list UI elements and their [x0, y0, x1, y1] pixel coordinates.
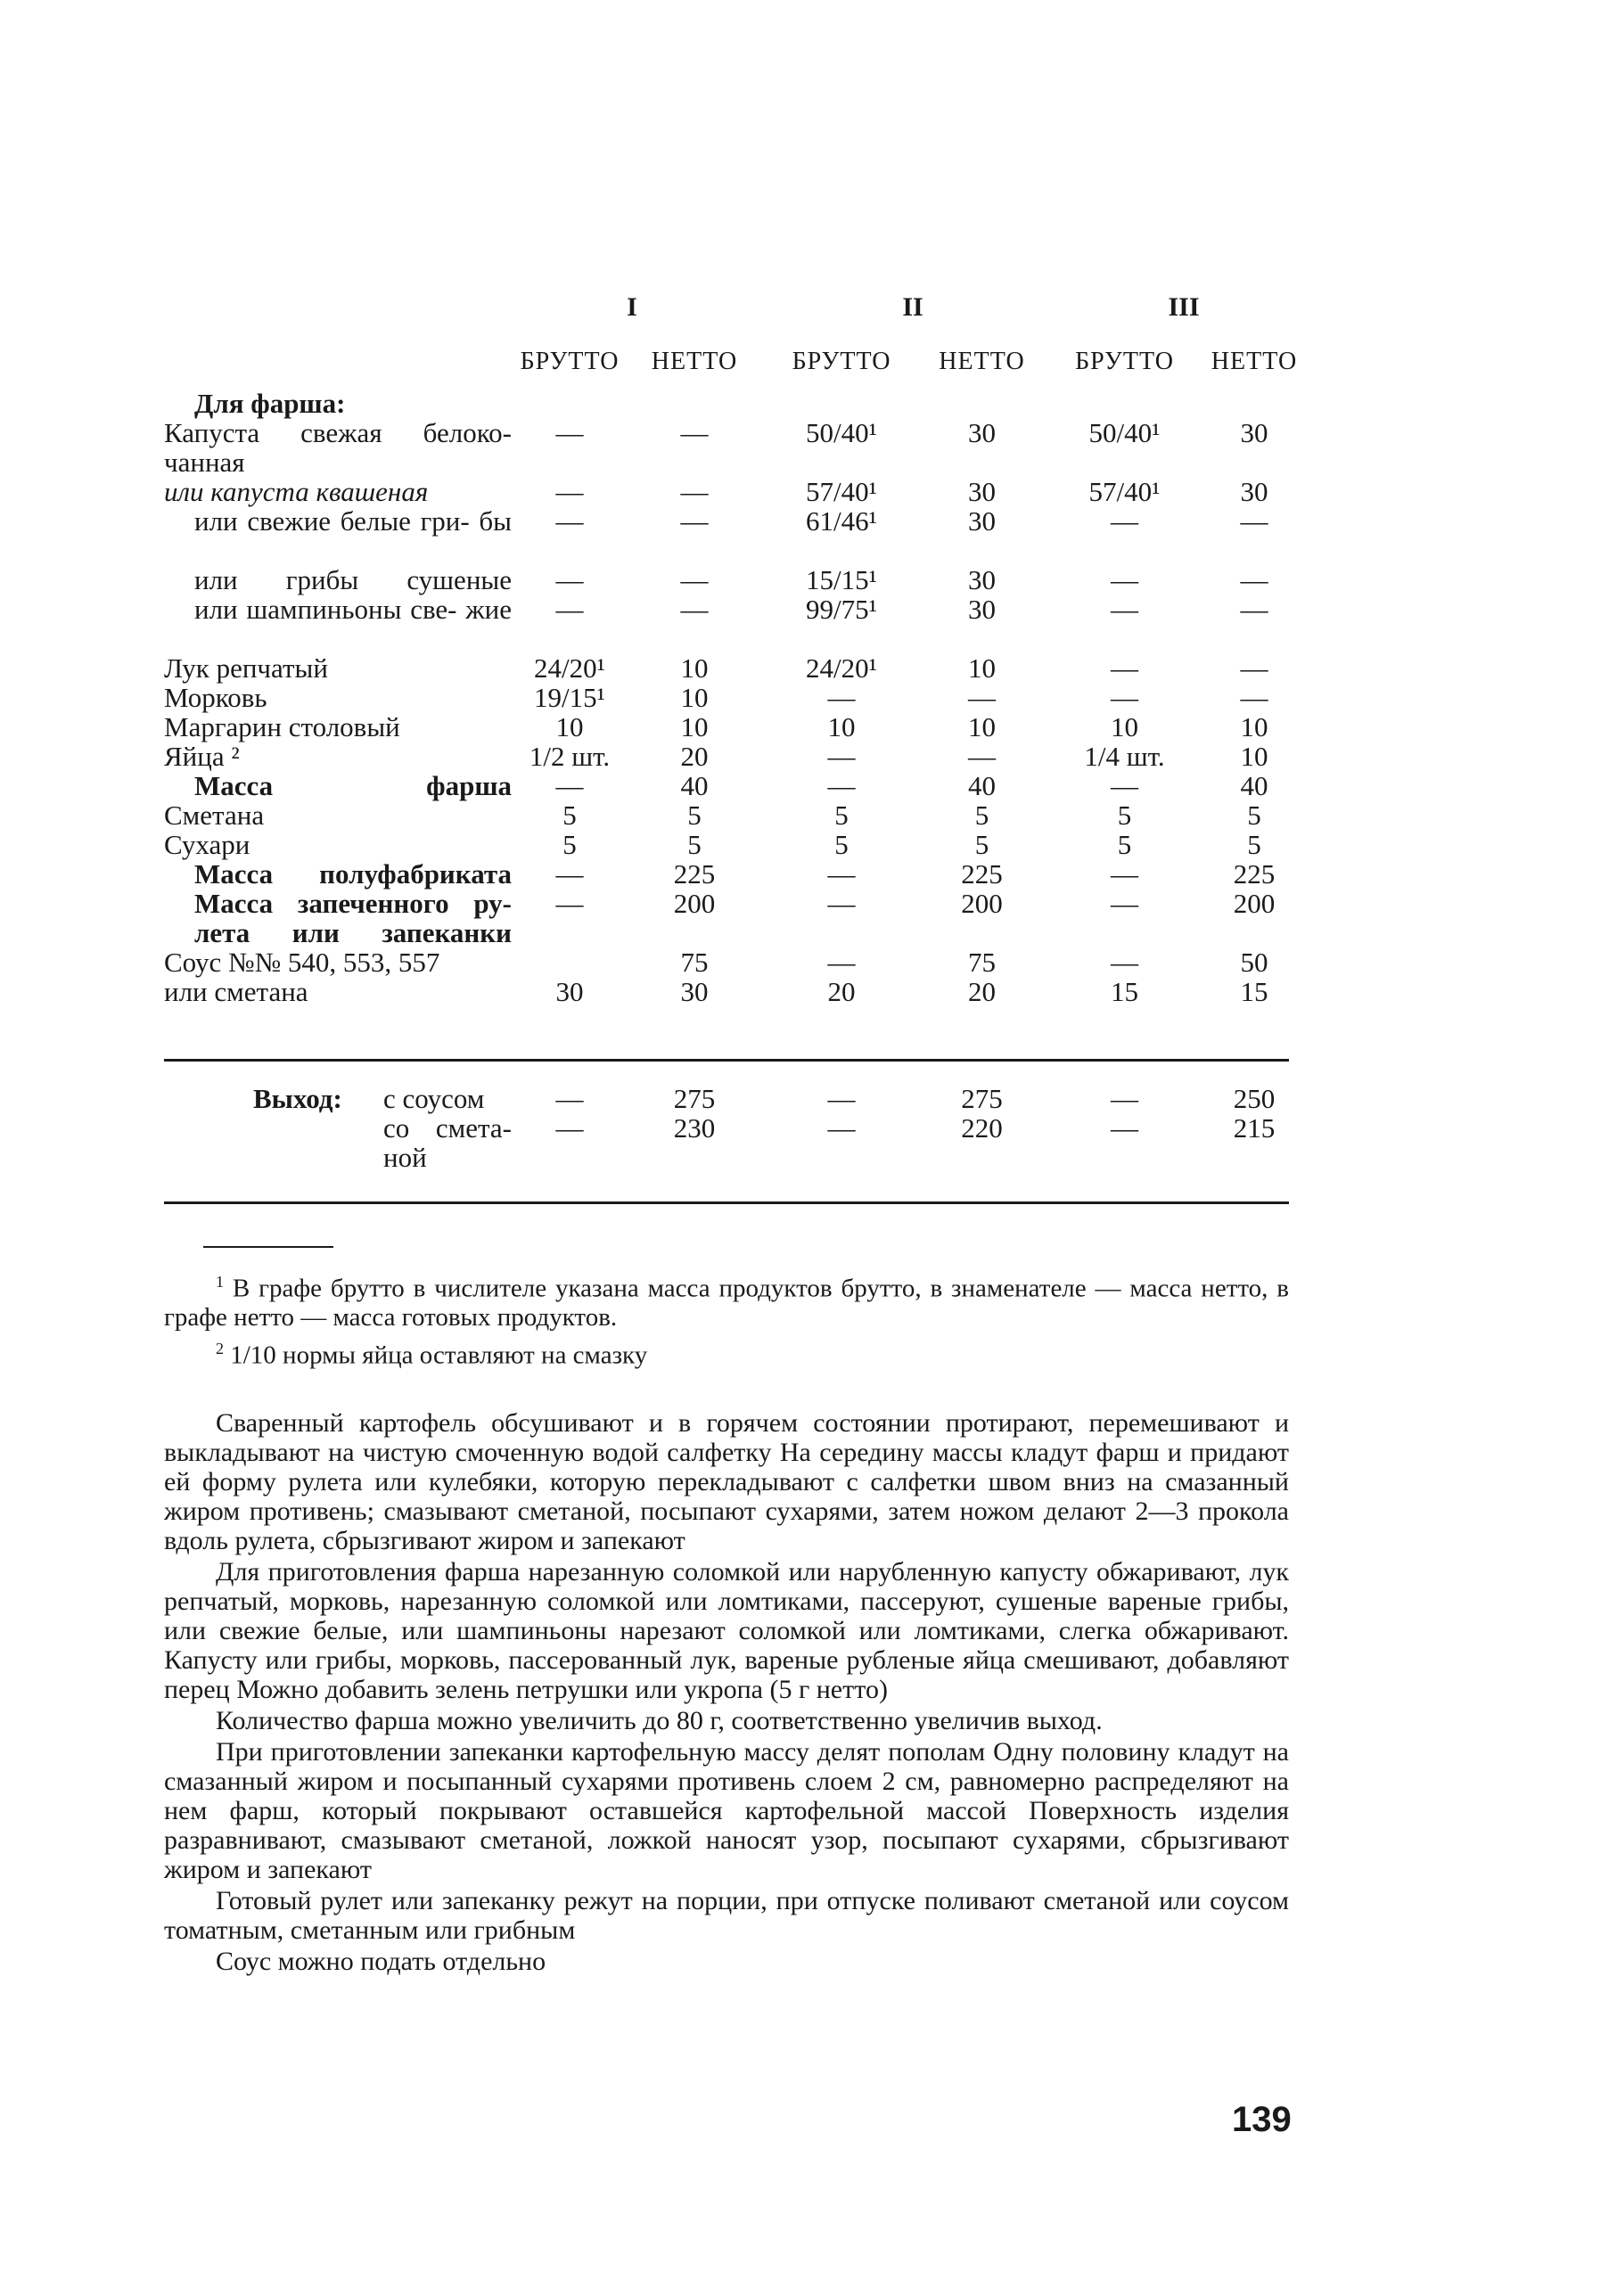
table-row	[164, 477, 1289, 506]
table-cell: —	[680, 505, 709, 537]
row-label: или грибы сушеные	[194, 564, 512, 595]
table-cell: 5	[1117, 800, 1132, 831]
table-cell: 30	[680, 976, 709, 1007]
table-cell: 5	[834, 829, 849, 860]
table-cell: 5	[562, 829, 577, 860]
row-label: Сметана	[164, 800, 265, 831]
footnote-text: 1/10 нормы яйца оставляют на смазку	[230, 1341, 648, 1370]
footnotes	[164, 1267, 1289, 1372]
table-cell: —	[1240, 505, 1268, 537]
table-body	[164, 389, 1289, 1006]
table-cell: 30	[555, 976, 584, 1007]
table-cell: —	[1111, 564, 1138, 595]
table-row	[164, 771, 1289, 800]
table-row	[164, 418, 1289, 477]
yield-block	[164, 1083, 1289, 1173]
table-cell: 57/40¹	[806, 476, 877, 507]
table-cell: 5	[562, 800, 577, 831]
row-label: или капуста квашеная	[164, 476, 429, 507]
table-cell: 10	[968, 652, 996, 684]
table-cell: 1/2 шт.	[529, 741, 611, 772]
table-cell: 5	[1117, 829, 1132, 860]
table-cell: 40	[968, 770, 996, 801]
footnote-separator	[203, 1246, 333, 1248]
table-cell: 50/40¹	[1088, 417, 1161, 448]
table-cell: 10	[1240, 741, 1268, 772]
column-header-4: НЕТТО	[939, 348, 1025, 375]
table-cell: —	[1240, 682, 1268, 713]
paragraph: Соус можно подать отдельно	[216, 1947, 546, 1976]
table-cell: —	[968, 682, 996, 713]
column-header-2: НЕТТО	[651, 348, 738, 375]
group-header-1: I	[627, 292, 637, 322]
table-cell: —	[555, 770, 584, 801]
table-cell: —	[1111, 505, 1138, 537]
column-header-5: БРУТТО	[1075, 348, 1174, 375]
row-label: или шампиньоны све- жие	[194, 594, 512, 625]
table-cell: —	[1111, 947, 1138, 978]
table-cell: —	[555, 888, 584, 919]
row-label: Для фарша:	[194, 388, 346, 419]
group-header-3: III	[1168, 292, 1200, 322]
table-rule-top	[164, 1059, 1289, 1062]
column-header-row	[164, 348, 1298, 383]
group-header-row	[164, 292, 1289, 328]
row-label: Масса фарша	[194, 770, 512, 801]
table-cell: —	[680, 417, 709, 448]
table-cell: 225	[673, 858, 716, 890]
table-row	[164, 859, 1289, 889]
table-cell: 10	[968, 711, 996, 742]
table-row	[164, 683, 1289, 712]
table-cell: —	[555, 858, 584, 890]
table-cell: 5	[834, 800, 849, 831]
table-cell: 215	[1233, 1112, 1276, 1144]
table-row	[164, 712, 1289, 742]
table-cell: —	[1111, 1083, 1138, 1114]
page-number: 139	[1232, 2100, 1292, 2139]
table-row	[164, 506, 1289, 565]
table-cell: —	[1111, 594, 1138, 625]
table-cell: 5	[1247, 829, 1261, 860]
table-cell: —	[555, 476, 584, 507]
recipe-instructions	[164, 1408, 1289, 1978]
table-cell: 75	[968, 947, 996, 978]
row-label: или сметана	[164, 976, 308, 1007]
row-label: Яйца ²	[164, 741, 240, 772]
table-cell: 19/15¹	[534, 682, 605, 713]
table-cell: 20	[827, 976, 856, 1007]
table-cell: —	[827, 1083, 856, 1114]
column-header-3: БРУТТО	[792, 348, 891, 375]
table-cell: 75	[680, 947, 709, 978]
table-cell: 225	[961, 858, 1003, 890]
table-cell: —	[555, 1083, 584, 1114]
table-cell: 10	[827, 711, 856, 742]
row-label: Капуста свежая белоко- чанная	[164, 417, 512, 478]
table-row	[164, 830, 1289, 859]
table-cell: —	[555, 1112, 584, 1144]
table-row	[164, 389, 1289, 418]
table-cell: 50	[1240, 947, 1268, 978]
table-cell: 57/40¹	[1088, 476, 1161, 507]
table-cell: 30	[968, 476, 996, 507]
table-cell: —	[827, 1112, 856, 1144]
footnote-1	[164, 1267, 1289, 1332]
table-cell: —	[827, 858, 856, 890]
table-cell: —	[827, 682, 856, 713]
table-cell: —	[555, 594, 584, 625]
table-cell: 275	[961, 1083, 1003, 1114]
table-cell: 30	[968, 564, 996, 595]
column-header-6: НЕТТО	[1211, 348, 1298, 375]
table-cell: —	[1240, 564, 1268, 595]
table-cell: —	[1111, 858, 1138, 890]
table-cell: —	[968, 741, 996, 772]
table-cell: 50/40¹	[806, 417, 877, 448]
table-cell: 230	[673, 1112, 716, 1144]
table-cell: 30	[968, 417, 996, 448]
table-cell: —	[555, 417, 584, 448]
table-cell: —	[827, 888, 856, 919]
table-cell: 5	[1247, 800, 1261, 831]
table-cell: 10	[555, 711, 584, 742]
table-cell: —	[680, 476, 709, 507]
table-cell: 30	[1240, 476, 1268, 507]
table-cell: 15	[1240, 976, 1268, 1007]
row-label: Маргарин столовый	[164, 711, 400, 742]
table-cell: —	[1111, 770, 1138, 801]
table-cell: 10	[1111, 711, 1138, 742]
table-cell: 5	[974, 829, 989, 860]
yield-table-row	[164, 1113, 1289, 1172]
table-cell: —	[1111, 888, 1138, 919]
table-cell: 15/15¹	[806, 564, 877, 595]
table-cell: 24/20¹	[806, 652, 877, 684]
table-row	[164, 653, 1289, 683]
table-cell: —	[1240, 594, 1268, 625]
table-cell: 1/4 шт.	[1084, 741, 1165, 772]
table-cell: —	[827, 947, 856, 978]
column-header-1: БРУТТО	[520, 348, 620, 375]
paragraph: Для приготовления фарша нарезанную соломкой или нарубленную капусту обжаривают, лук репчатый, морковь, нарезанную соломкой или ломтиками, пассеруют, сушеные вареные грибы, или свежие белые, или шампиньоны нарезают соломкой или ломтиками, слегка обжаривают. Капусту или грибы, морковь, пассерованный лук, вареные рубленые яйца смешивают, добавляют перец Можно добавить зелень петрушки или укропа (5 г нетто)	[164, 1557, 1289, 1704]
row-label: Сухари	[164, 829, 250, 860]
row-label: Масса полуфабриката	[194, 858, 512, 890]
table-cell: 20	[968, 976, 996, 1007]
table-cell: 10	[1240, 711, 1268, 742]
row-label: Лук репчатый	[164, 652, 328, 684]
table-cell: 30	[968, 505, 996, 537]
table-cell: —	[827, 741, 856, 772]
table-row	[164, 889, 1289, 947]
table-cell: 40	[1240, 770, 1268, 801]
row-label: Масса запеченного ру- лета или запеканки	[194, 888, 512, 948]
paragraph: При приготовлении запеканки картофельную массу делят пополам Одну половину кладут на смазанный жиром и посыпанный сухарями противень слоем 2 см, равномерно распределяют на нем фарш, который покрывают оставшейся картофельной массой Поверхность изделия разравнивают, смазывают сметаной, ложкой наносят узор, посыпают сухарями, сбрызгивают жиром и запекают	[164, 1737, 1289, 1884]
row-label: Соус №№ 540, 553, 557	[164, 947, 440, 978]
table-cell: —	[555, 564, 584, 595]
row-label: или свежие белые гри- бы	[194, 505, 512, 537]
table-cell: 5	[687, 829, 702, 860]
table-cell: 24/20¹	[534, 652, 605, 684]
table-row	[164, 977, 1289, 1006]
table-cell: 225	[1233, 858, 1276, 890]
table-cell: —	[1111, 1112, 1138, 1144]
yield-row-label: с соусом	[383, 1083, 485, 1114]
table-cell: 30	[968, 594, 996, 625]
footnote-mark: 2	[216, 1339, 224, 1357]
table-row	[164, 800, 1289, 830]
table-cell: 20	[680, 741, 709, 772]
table-cell: —	[1111, 682, 1138, 713]
table-cell: 200	[673, 888, 716, 919]
yield-row-label: со смета- ной	[383, 1112, 512, 1173]
table-cell: 5	[687, 800, 702, 831]
table-cell: 220	[961, 1112, 1003, 1144]
table-cell: —	[1240, 652, 1268, 684]
row-label: Морковь	[164, 682, 267, 713]
table-cell: 10	[680, 652, 709, 684]
footnote-mark: 1	[216, 1273, 224, 1291]
table-cell: —	[1111, 652, 1138, 684]
paragraph: Готовый рулет или запеканку режут на порции, при отпуске поливают сметаной или соусом томатным, сметанным или грибным	[164, 1886, 1289, 1945]
table-cell: 10	[680, 682, 709, 713]
table-row	[164, 947, 1289, 977]
table-row	[164, 742, 1289, 771]
yield-label: Выход:	[253, 1083, 342, 1114]
table-cell: —	[680, 594, 709, 625]
table-cell: —	[555, 505, 584, 537]
footnote-text: В графе брутто в числителе указана масса продуктов брутто, в знаменателе — масса нетто, в графе нетто — масса готовых продуктов.	[164, 1274, 1289, 1332]
table-cell: 10	[680, 711, 709, 742]
group-header-2: II	[902, 292, 923, 322]
footnote-2	[164, 1334, 1289, 1370]
paragraph: Количество фарша можно увеличить до 80 г, соответственно увеличив выход.	[216, 1706, 1103, 1735]
table-cell: 200	[1233, 888, 1276, 919]
table-row	[164, 565, 1289, 594]
yield-table-row	[164, 1084, 1289, 1113]
table-cell: 5	[974, 800, 989, 831]
table-cell: 275	[673, 1083, 716, 1114]
table-cell: 250	[1233, 1083, 1276, 1114]
table-cell: 200	[961, 888, 1003, 919]
table-cell: 30	[1240, 417, 1268, 448]
table-cell: 15	[1111, 976, 1138, 1007]
table-cell: 99/75¹	[806, 594, 877, 625]
table-rule-bottom	[164, 1201, 1289, 1204]
table-cell: 61/46¹	[806, 505, 877, 537]
table-cell: —	[680, 564, 709, 595]
table-cell: —	[827, 770, 856, 801]
table-row	[164, 594, 1289, 653]
table-cell: 40	[680, 770, 709, 801]
paragraph: Сваренный картофель обсушивают и в горячем состоянии протирают, перемешивают и выкладывают на чистую смоченную водой салфетку На середину массы кладут фарш и придают ей форму рулета или кулебяки, которую перекладывают с салфетки швом вниз на смазанный жиром противень; смазывают сметаной, посыпают сухарями, затем ножом делают 2—3 прокола вдоль рулета, сбрызгивают жиром и запекают	[164, 1408, 1289, 1555]
